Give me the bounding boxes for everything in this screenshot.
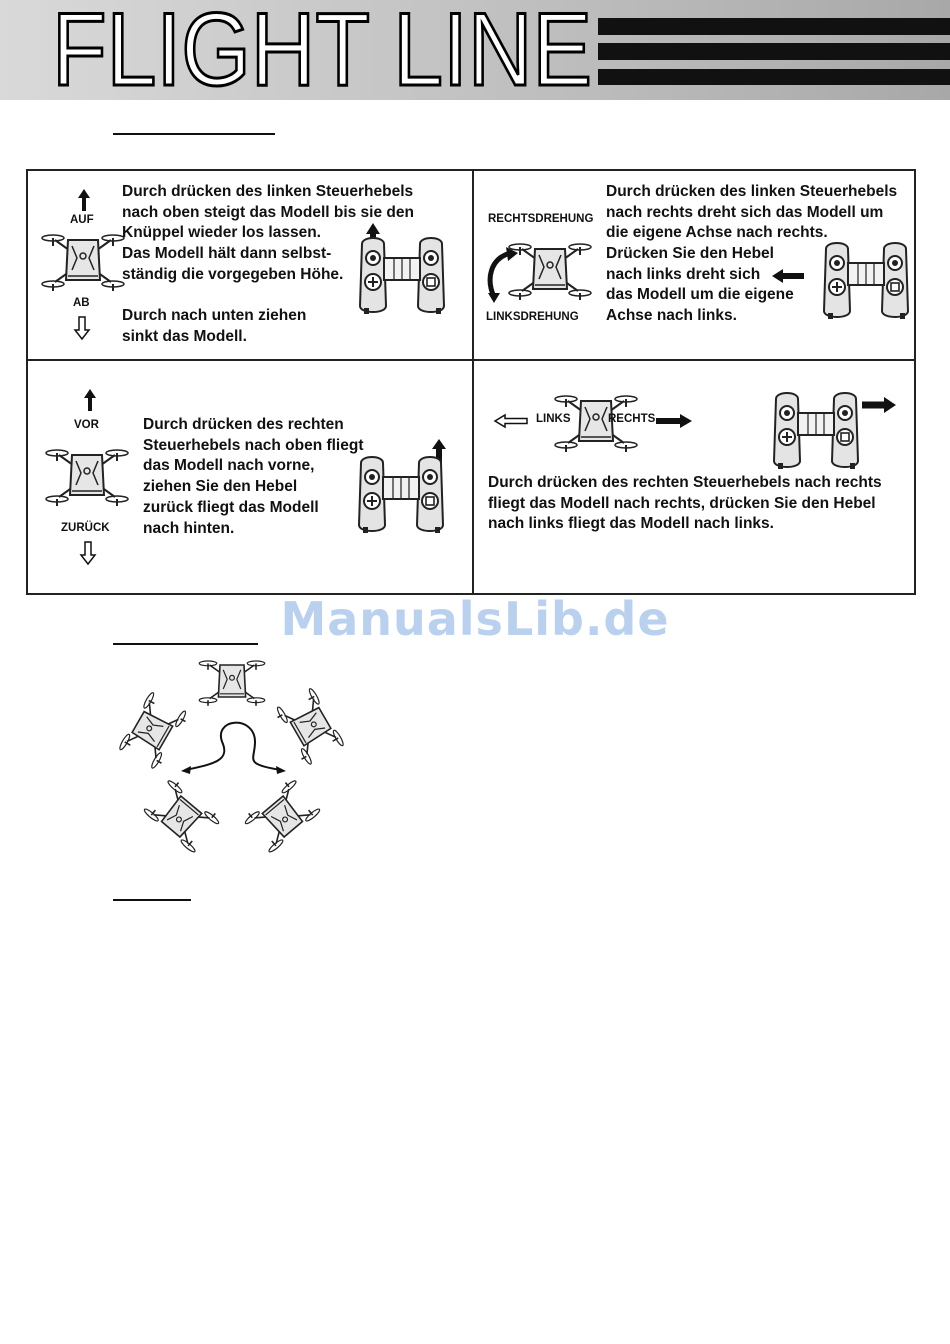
arrow-left-icon — [772, 269, 804, 283]
drone-illustration — [242, 777, 321, 853]
remote-control-illustration — [401, 497, 402, 498]
drone-illustration — [118, 692, 190, 771]
brand-logo: FLIGHT LINE — [52, 0, 593, 108]
drone-illustration — [596, 421, 597, 422]
arrow-right-icon — [862, 397, 896, 413]
panel-up-down-text: Durch drücken des linken Steuerhebels nach oben steigt das Modell bis sie den Knüppel wieder los lassen. Das Modell hält dann selbst- ständig die vorgegeben Höhe. — [122, 183, 414, 283]
remote-control-illustration — [816, 433, 817, 434]
label-links: LINKS — [536, 413, 571, 425]
arrow-right-icon — [656, 414, 692, 428]
panel-up-down-text-descend: Durch nach unten ziehen sinkt das Modell. — [122, 307, 307, 345]
panel-up-down — [28, 171, 472, 359]
panel-rotation — [474, 171, 916, 359]
panel-rotation-text-left: Drücken Sie den Hebel nach links dreht sich das Modell um die eigene Achse nach links. — [606, 245, 794, 325]
label-rechtsdrehung: RECHTSDREHUNG — [488, 213, 594, 225]
remote-control-illustration — [866, 283, 867, 284]
panel-rotation-text: Durch drücken des linken Steuerhebels nach rechts dreht sich das Modell um die eigene Achse nach rechts. — [606, 183, 898, 242]
section-heading-rule — [113, 899, 191, 901]
label-rechts: RECHTS — [608, 413, 656, 425]
arrow-down-outline-icon — [80, 541, 96, 565]
page-header — [0, 0, 950, 108]
label-auf: AUF — [70, 214, 94, 226]
label-zurueck: ZURÜCK — [61, 522, 110, 534]
header-stripe — [598, 18, 950, 35]
arrow-left-outline-icon — [494, 414, 528, 428]
looping-flight-illustration — [115, 650, 355, 855]
label-vor: VOR — [74, 419, 99, 431]
arrow-up-icon — [83, 389, 97, 411]
header-stripe — [598, 43, 950, 60]
arrow-down-outline-icon — [74, 316, 90, 340]
panel-forward-back-text: Durch drücken des rechten Steuerhebels nach oben fliegt das Modell nach vorne, ziehen Sie den Hebel zurück fliegt das Modell nach hinten. — [143, 416, 364, 537]
panel-sideways — [474, 361, 916, 595]
remote-control-illustration — [402, 278, 403, 279]
panel-forward-back — [28, 361, 472, 595]
section-heading-rule — [113, 643, 258, 645]
drone-illustration — [143, 777, 222, 853]
drone-illustration — [273, 688, 345, 767]
label-ab: AB — [73, 297, 90, 309]
drone-illustration — [87, 475, 88, 476]
panel-sideways-text: Durch drücken des rechten Steuerhebels nach rechts fliegt das Modell nach rechts, drücken Sie den Hebel nach links fliegt das Modell nach links. — [488, 474, 882, 533]
header-stripe — [598, 69, 950, 85]
arrow-up-icon — [77, 189, 91, 211]
control-instructions-grid — [26, 169, 916, 595]
label-linksdrehung: LINKSDREHUNG — [486, 311, 579, 323]
section-heading-rule — [113, 133, 275, 135]
watermark: ManualsLib.de — [280, 592, 670, 646]
drone-illustration — [83, 260, 84, 261]
drone-illustration — [199, 661, 265, 706]
drone-illustration — [550, 269, 551, 270]
